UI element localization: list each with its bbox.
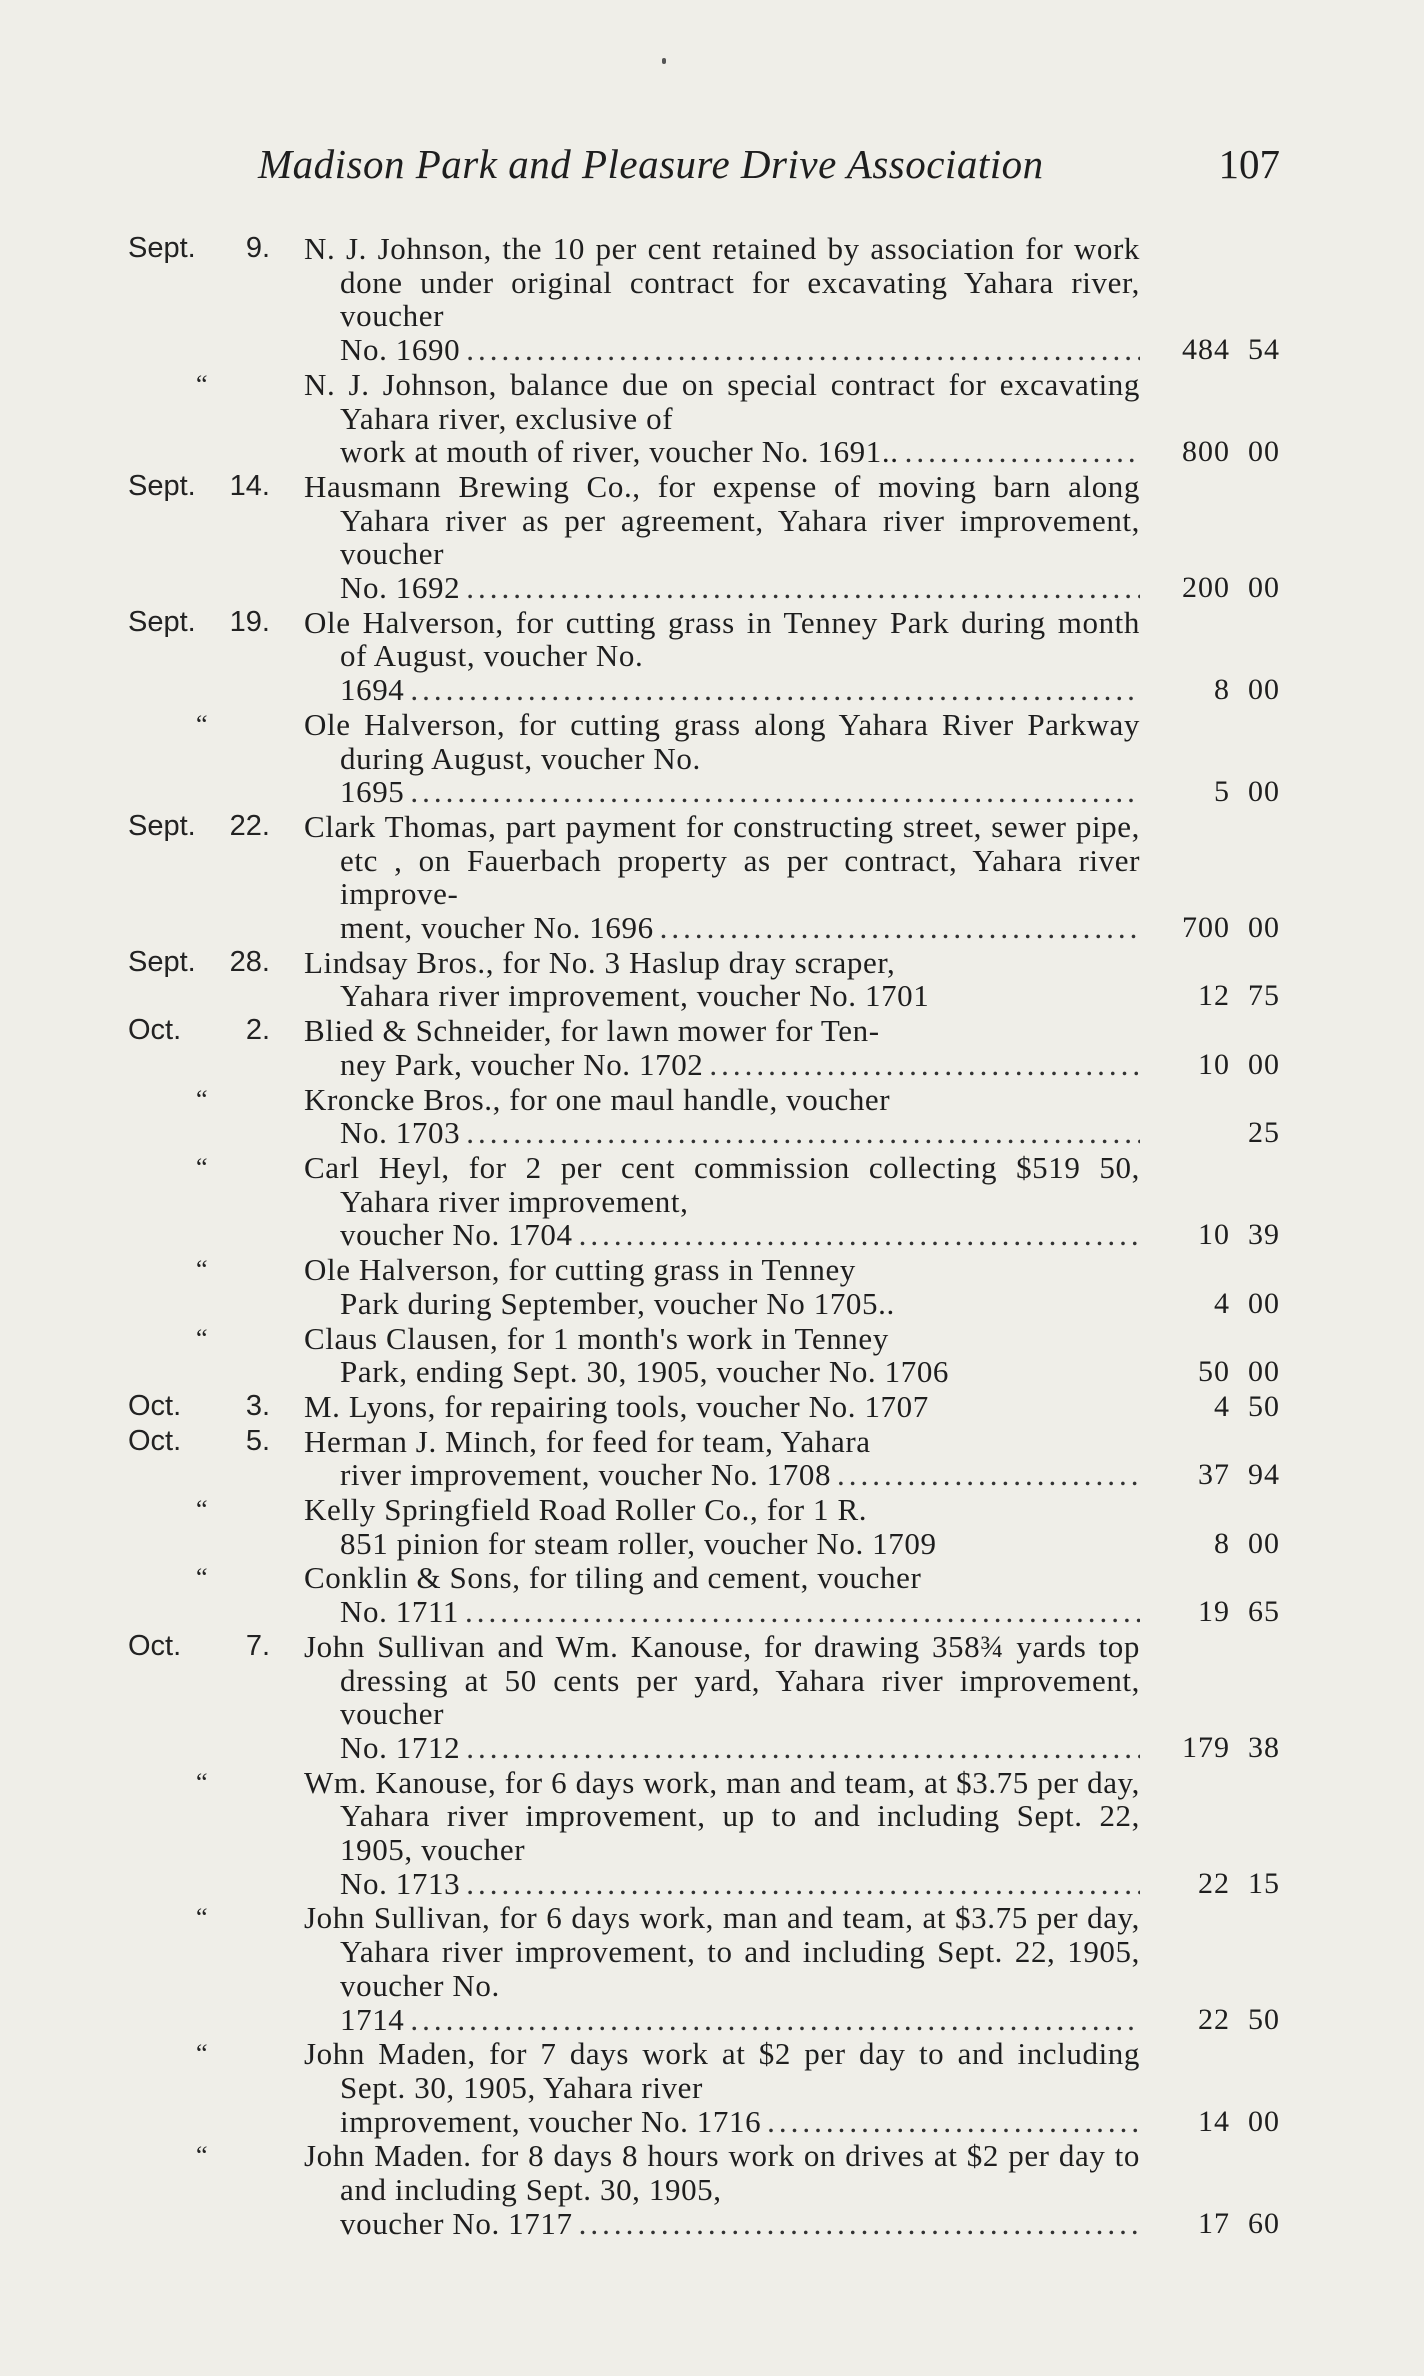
ledger-entry <box>0 810 1424 945</box>
ledger-entry <box>0 708 1424 809</box>
voucher-reference: No. 1712 <box>340 1729 461 1765</box>
dot-leader <box>465 1595 1140 1629</box>
entry-last-line <box>340 571 1140 605</box>
entry-text: Ole Halverson, for cutting grass in Tenney <box>304 1252 856 1288</box>
entry-last-line <box>340 1867 1140 1901</box>
voucher-reference: ment, voucher No. 1696 <box>340 910 654 946</box>
entry-amount <box>1198 2105 1280 2139</box>
entry-description <box>304 1766 1140 1901</box>
dot-leader <box>466 1731 1140 1765</box>
entry-amount <box>1198 1867 1280 1901</box>
entry-description <box>304 2037 1140 2138</box>
entry-text: Ole Halverson, for cutting grass along Yahara River Parkway during August, voucher No. <box>304 706 1140 776</box>
amount-dollars: 5 <box>1214 775 1230 809</box>
entry-text: Hausmann Brewing Co., for expense of moving barn along Yahara river as per agreement, Yahara river improvement, voucher <box>304 468 1140 572</box>
amount-cents: 39 <box>1248 1218 1280 1252</box>
entry-text: John Maden, for 7 days work at $2 per day to and including Sept. 30, 1905, Yahara river <box>304 2036 1140 2105</box>
ledger-entry <box>0 1014 1424 1081</box>
entry-amount <box>1182 571 1280 605</box>
entry-month: Sept. <box>128 232 196 264</box>
amount-dollars: 14 <box>1198 2104 1230 2138</box>
voucher-reference: work at mouth of river, voucher No. 1691.. <box>340 434 899 470</box>
entry-last-line <box>304 1390 1140 1424</box>
dot-leader <box>660 911 1140 945</box>
entry-last-line <box>340 1287 1140 1321</box>
amount-dollars: 19 <box>1198 1595 1230 1629</box>
amount-cents: 00 <box>1248 1355 1280 1389</box>
entry-last-line <box>340 1458 1140 1492</box>
entry-text: Lindsay Bros., for No. 3 Haslup dray scraper, <box>304 944 896 980</box>
entry-month: Sept. <box>128 809 196 842</box>
amount-dollars: 12 <box>1198 979 1230 1013</box>
ledger-entry <box>0 1390 1424 1424</box>
voucher-reference: No. 1713 <box>340 1865 461 1901</box>
entry-amount <box>1182 333 1280 367</box>
ditto-mark: “ <box>196 1152 208 1182</box>
amount-cents: 50 <box>1248 2002 1280 2036</box>
ditto-mark: “ <box>196 2141 208 2171</box>
amount-dollars: 200 <box>1182 571 1230 605</box>
entry-month: Oct. <box>128 1014 182 1047</box>
amount-cents: 00 <box>1248 673 1280 707</box>
entry-description <box>304 1014 1140 1081</box>
voucher-reference: voucher No. 1717 <box>340 2205 573 2241</box>
entry-month: Sept. <box>128 945 196 978</box>
entry-description <box>304 1901 1140 2036</box>
amount-dollars: 484 <box>1182 333 1230 367</box>
entry-description <box>304 1630 1140 1765</box>
entry-text: N. J. Johnson, balance due on special contract for excavating Yahara river, exclusive of <box>304 366 1140 436</box>
ledger-entry <box>0 1253 1424 1320</box>
ditto-mark: “ <box>196 709 208 739</box>
amount-dollars: 800 <box>1182 435 1230 469</box>
entry-text: John Sullivan and Wm. Kanouse, for drawing 358¾ yards top dressing at 50 cents per yard, Yahara river improvement, voucher <box>304 1628 1140 1732</box>
print-speck <box>662 58 666 64</box>
entry-last-line <box>340 1527 1140 1561</box>
ledger-entry <box>0 2037 1424 2138</box>
ledger-entry <box>0 946 1424 1013</box>
amount-dollars: 700 <box>1182 911 1230 945</box>
entry-amount <box>1230 1116 1280 1150</box>
amount-dollars: 37 <box>1198 1458 1230 1492</box>
dot-leader <box>466 571 1140 605</box>
entry-month: Sept. <box>128 605 196 638</box>
entry-description <box>304 1561 1140 1628</box>
entry-amount <box>1198 1458 1280 1492</box>
amount-cents: 60 <box>1248 2206 1280 2240</box>
amount-dollars: 4 <box>1214 1286 1230 1320</box>
entry-day: 7. <box>245 1629 270 1662</box>
entry-amount <box>1182 1731 1280 1765</box>
entry-amount <box>1214 673 1280 707</box>
ditto-mark: “ <box>196 1767 208 1797</box>
entry-text: Wm. Kanouse, for 6 days work, man and team, at $3.75 per day, Yahara river improvement, up to and including Sept. 22, 1905, voucher <box>304 1764 1140 1868</box>
entry-description <box>304 1253 1140 1320</box>
amount-dollars: 8 <box>1214 673 1230 707</box>
amount-cents: 00 <box>1248 911 1280 945</box>
voucher-reference: No. 1703 <box>340 1115 461 1151</box>
ledger-entry <box>0 1083 1424 1150</box>
entry-amount <box>1198 1355 1280 1389</box>
entry-amount <box>1198 1048 1280 1082</box>
entry-amount <box>1182 911 1280 945</box>
entry-description <box>304 1390 1140 1424</box>
entry-last-line <box>340 333 1140 367</box>
entry-month: Oct. <box>128 1389 182 1422</box>
dot-leader <box>579 2207 1140 2241</box>
entry-last-line <box>340 435 1140 469</box>
entry-amount <box>1214 1287 1280 1321</box>
voucher-reference: 1695 <box>340 774 405 810</box>
amount-dollars: 22 <box>1198 2002 1230 2036</box>
dot-leader <box>837 1458 1140 1492</box>
entry-day: 28. <box>229 945 270 978</box>
amount-dollars: 22 <box>1198 1866 1230 1900</box>
dot-leader <box>767 2105 1140 2139</box>
amount-cents: 00 <box>1248 1047 1280 1081</box>
entry-text: Claus Clausen, for 1 month's work in Tenney <box>304 1320 889 1356</box>
ledger-entry <box>0 606 1424 707</box>
ledger-entry <box>0 1561 1424 1628</box>
dot-leader <box>466 1116 1140 1150</box>
voucher-reference: Yahara river improvement, voucher No. 1701 <box>340 978 930 1014</box>
amount-dollars: 17 <box>1198 2206 1230 2240</box>
entry-day: 9. <box>245 232 270 264</box>
entry-last-line <box>340 1355 1140 1389</box>
voucher-reference: 851 pinion for steam roller, voucher No. 1709 <box>340 1525 937 1561</box>
entry-text: Herman J. Minch, for feed for team, Yahara <box>304 1423 871 1459</box>
amount-cents: 00 <box>1248 1286 1280 1320</box>
ditto-mark: “ <box>196 369 208 399</box>
entry-description <box>304 1322 1140 1389</box>
dot-leader <box>709 1048 1140 1082</box>
dot-leader <box>410 673 1140 707</box>
amount-cents: 75 <box>1248 979 1280 1013</box>
voucher-reference: voucher No. 1704 <box>340 1217 573 1253</box>
entry-last-line <box>340 911 1140 945</box>
entry-month: Oct. <box>128 1629 182 1662</box>
amount-dollars: 4 <box>1214 1389 1230 1423</box>
entry-amount <box>1182 435 1280 469</box>
entry-day: 14. <box>229 469 270 502</box>
amount-cents: 00 <box>1248 571 1280 605</box>
amount-cents: 00 <box>1248 775 1280 809</box>
voucher-reference: No. 1711 <box>340 1594 460 1630</box>
entry-last-line <box>340 775 1140 809</box>
entry-day: 5. <box>245 1424 270 1457</box>
amount-cents: 54 <box>1248 333 1280 367</box>
entry-last-line <box>340 2105 1140 2139</box>
header-title: Madison Park and Pleasure Drive Association <box>258 141 1044 187</box>
ditto-mark: “ <box>196 1563 208 1593</box>
entry-last-line <box>340 979 1140 1013</box>
amount-dollars: 179 <box>1182 1730 1230 1764</box>
entry-last-line <box>340 2003 1140 2037</box>
voucher-reference: No. 1690 <box>340 332 461 368</box>
entry-amount <box>1198 1218 1280 1252</box>
entry-description <box>304 1493 1140 1560</box>
dot-leader <box>905 435 1140 469</box>
dot-leader <box>466 333 1140 367</box>
ditto-mark: “ <box>196 1255 208 1285</box>
amount-cents: 00 <box>1248 1526 1280 1560</box>
page-number: 107 <box>1218 141 1280 187</box>
dot-leader <box>410 2003 1140 2037</box>
entry-text: John Sullivan, for 6 days work, man and team, at $3.75 per day, Yahara river improvement, to and including Sept. 22, 1905, voucher No. <box>304 1900 1140 2003</box>
running-header <box>250 140 1280 200</box>
amount-dollars: 8 <box>1214 1526 1230 1560</box>
amount-cents: 94 <box>1248 1458 1280 1492</box>
ledger-entry <box>0 470 1424 605</box>
voucher-reference: Park, ending Sept. 30, 1905, voucher No. 1706 <box>340 1354 950 1390</box>
entry-description <box>304 810 1140 945</box>
amount-cents: 65 <box>1248 1595 1280 1629</box>
dot-leader <box>410 775 1140 809</box>
ledger-entry <box>0 1425 1424 1492</box>
entry-description <box>304 1083 1140 1150</box>
ditto-mark: “ <box>196 1903 208 1933</box>
entry-amount <box>1198 2207 1280 2241</box>
entry-description <box>304 606 1140 707</box>
entry-text: John Maden. for 8 days 8 hours work on drives at $2 per day to and including Sept. 30, 1905, <box>304 2138 1140 2208</box>
entry-amount <box>1198 1595 1280 1629</box>
entry-day: 22. <box>229 809 270 842</box>
entry-amount <box>1214 1527 1280 1561</box>
entry-last-line <box>340 1731 1140 1765</box>
entry-last-line <box>340 2207 1140 2241</box>
amount-dollars: 10 <box>1198 1218 1230 1252</box>
ditto-mark: “ <box>196 2039 208 2069</box>
entry-amount <box>1198 979 1280 1013</box>
entry-amount <box>1214 1390 1280 1424</box>
entry-text: Carl Heyl, for 2 per cent commission collecting $519 50, Yahara river improvement, <box>304 1149 1140 1219</box>
entry-text: Kroncke Bros., for one maul handle, voucher <box>304 1081 891 1117</box>
entry-description <box>304 368 1140 469</box>
ditto-mark: “ <box>196 1495 208 1525</box>
amount-dollars: 10 <box>1198 1047 1230 1081</box>
ledger-entry <box>0 1901 1424 2036</box>
ledger-entry <box>0 1322 1424 1389</box>
entry-text: Ole Halverson, for cutting grass in Tenney Park during month of August, voucher No. <box>304 604 1140 674</box>
dot-leader <box>579 1218 1140 1252</box>
entry-last-line <box>340 1116 1140 1150</box>
dot-leader <box>466 1867 1140 1901</box>
ledger-entries <box>0 232 1424 2241</box>
amount-cents: 50 <box>1248 1389 1280 1423</box>
entry-text: Blied & Schneider, for lawn mower for Ten- <box>304 1013 880 1049</box>
entry-description <box>304 232 1140 367</box>
entry-day: 19. <box>229 605 270 638</box>
voucher-reference: 1714 <box>340 2001 405 2037</box>
entry-description <box>304 470 1140 605</box>
entry-description <box>304 708 1140 809</box>
entry-description <box>304 1151 1140 1252</box>
entry-amount <box>1214 775 1280 809</box>
amount-cents: 38 <box>1248 1730 1280 1764</box>
amount-cents: 15 <box>1248 1866 1280 1900</box>
voucher-reference: ney Park, voucher No. 1702 <box>340 1046 704 1082</box>
voucher-reference: river improvement, voucher No. 1708 <box>340 1457 832 1493</box>
entry-description <box>304 2139 1140 2240</box>
entry-day: 2. <box>245 1014 270 1047</box>
entry-last-line <box>340 1218 1140 1252</box>
entry-amount <box>1198 2003 1280 2037</box>
amount-cents: 00 <box>1248 2104 1280 2138</box>
voucher-reference: M. Lyons, for repairing tools, voucher No. 1707 <box>304 1388 929 1424</box>
voucher-reference: 1694 <box>340 672 405 708</box>
ledger-entry <box>0 1151 1424 1252</box>
entry-description <box>304 1425 1140 1492</box>
entry-text: Kelly Springfield Road Roller Co., for 1 R. <box>304 1492 868 1528</box>
entry-description <box>304 946 1140 1013</box>
voucher-reference: improvement, voucher No. 1716 <box>340 2103 762 2139</box>
entry-day: 3. <box>245 1389 270 1422</box>
entry-month: Sept. <box>128 469 196 502</box>
ledger-entry <box>0 1766 1424 1901</box>
amount-cents: 00 <box>1248 435 1280 469</box>
voucher-reference: No. 1692 <box>340 570 461 606</box>
entry-last-line <box>340 1048 1140 1082</box>
voucher-reference: Park during September, voucher No 1705.. <box>340 1285 895 1321</box>
amount-cents: 25 <box>1248 1116 1280 1150</box>
entry-last-line <box>340 673 1140 707</box>
ledger-entry <box>0 368 1424 469</box>
entry-month: Oct. <box>128 1424 182 1457</box>
entry-text: Conklin & Sons, for tiling and cement, voucher <box>304 1560 922 1596</box>
ditto-mark: “ <box>196 1084 208 1114</box>
amount-dollars: 50 <box>1198 1355 1230 1389</box>
ledger-entry <box>0 1630 1424 1765</box>
ledger-entry <box>0 2139 1424 2240</box>
ditto-mark: “ <box>196 1323 208 1353</box>
entry-text: Clark Thomas, part payment for constructing street, sewer pipe, etc , on Fauerbach property as per contract, Yahara river improve- <box>304 808 1140 912</box>
ledger-entry <box>0 232 1424 367</box>
entry-last-line <box>340 1595 1140 1629</box>
ledger-entry <box>0 1493 1424 1560</box>
entry-text: N. J. Johnson, the 10 per cent retained by association for work done under original contract for excavating Yahara river, voucher <box>304 231 1140 334</box>
